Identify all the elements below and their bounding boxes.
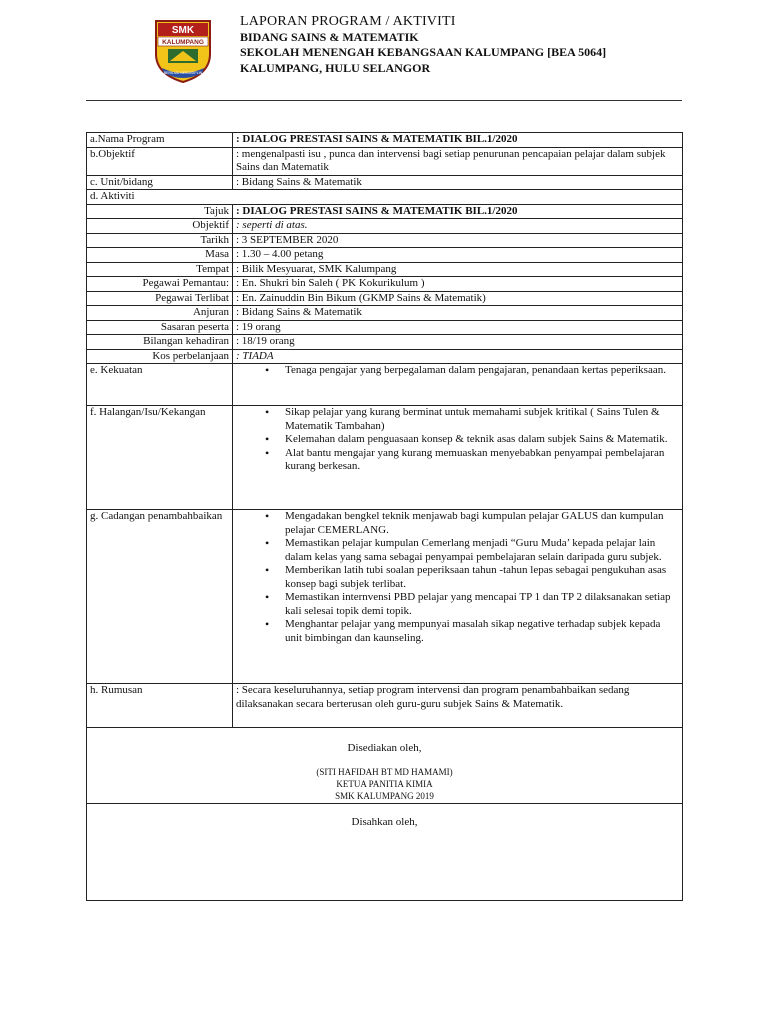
aktiviti-value: : 19 orang [233, 320, 683, 335]
aktiviti-row [87, 277, 683, 292]
value-nama-program: : DIALOG PRESTASI SAINS & MATEMATIK BIL.1/2020 [233, 133, 683, 148]
aktiviti-row [87, 349, 683, 364]
row-halangan [87, 406, 683, 510]
label-objektif: b.Objektif [87, 147, 233, 175]
list-item: • Alat bantu mengajar yang kurang memuaskan menyebabkan penyampai pembelajaran kurang berkesan. [285, 447, 679, 474]
aktiviti-value: : En. Shukri bin Saleh ( PK Kokurikulum ) [233, 277, 683, 292]
value-halangan [233, 406, 683, 510]
school-name: SEKOLAH MENENGAH KEBANGSAAN KALUMPANG [BEA 5064] [240, 45, 607, 59]
aktiviti-value: : 1.30 – 4.00 petang [233, 248, 683, 263]
row-disediakan [87, 728, 683, 804]
aktiviti-value: : Bidang Sains & Matematik [233, 306, 683, 321]
prepared-by-label: Disediakan oleh, [347, 742, 422, 754]
aktiviti-value: : DIALOG PRESTASI SAINS & MATEMATIK BIL.1/2020 [233, 204, 683, 219]
report-table [86, 132, 683, 901]
header-divider [86, 100, 682, 101]
list-item: • Menghantar pelajar yang mempunyai masalah sikap negative terhadap subjek kepada unit bimbingan dan kaunseling. [285, 618, 679, 645]
aktiviti-value: : En. Zainuddin Bin Bikum (GKMP Sains & Matematik) [233, 291, 683, 306]
value-cadangan [233, 510, 683, 684]
aktiviti-value: : seperti di atas. [233, 219, 683, 234]
aktiviti-row [87, 248, 683, 263]
school-address: KALUMPANG, HULU SELANGOR [240, 60, 431, 75]
aktiviti-row [87, 306, 683, 321]
row-unit [87, 175, 683, 190]
list-item: • Mengadakan bengkel teknik menjawab bagi kumpulan pelajar GALUS dan kumpulan pelajar CEMERLANG. [285, 510, 679, 537]
svg-text:SMK: SMK [171, 25, 195, 36]
aktiviti-label: Sasaran peserta [87, 320, 233, 335]
row-rumusan [87, 684, 683, 728]
preparer-name: (SITI HAFIDAH BT MD HAMAMI) [316, 766, 453, 777]
label-halangan: f. Halangan/Isu/Kekangan [87, 406, 233, 510]
row-nama-program [87, 133, 683, 148]
aktiviti-label: Objektif [87, 219, 233, 234]
row-cadangan [87, 510, 683, 684]
aktiviti-row [87, 233, 683, 248]
aktiviti-label: Pegawai Pemantau: [87, 277, 233, 292]
signature-prepared [87, 728, 683, 804]
aktiviti-label: Tempat [87, 262, 233, 277]
list-item: • Memastikan internvensi PBD pelajar yang mencapai TP 1 dan TP 2 dilaksanakan setiap kali selesai topik demi topik. [285, 591, 679, 618]
aktiviti-value: : TIADA [233, 349, 683, 364]
row-aktiviti [87, 190, 683, 205]
label-kekuatan: e. Kekuatan [87, 364, 233, 406]
cadangan-list [236, 510, 679, 645]
aktiviti-label: Kos perbelanjaan [87, 349, 233, 364]
aktiviti-row [87, 219, 683, 234]
department-name: BIDANG SAINS & MATEMATIK [240, 29, 419, 44]
preparer-school: SMK KALUMPANG 2019 [335, 790, 434, 801]
row-objektif [87, 147, 683, 175]
document-header [240, 14, 606, 76]
label-rumusan: h. Rumusan [87, 684, 233, 728]
aktiviti-row [87, 291, 683, 306]
value-objektif: : mengenalpasti isu , punca dan intervensi bagi setiap penurunan pencapaian pelajar dalam subjek Sains dan Matematik [233, 147, 683, 175]
aktiviti-value: : 3 SEPTEMBER 2020 [233, 233, 683, 248]
preparer-position: KETUA PANITIA KIMIA [336, 778, 433, 789]
value-kekuatan [233, 364, 683, 406]
label-unit: c. Unit/bidang [87, 175, 233, 190]
label-nama-program: a.Nama Program [87, 133, 233, 148]
list-item: • Memastikan pelajar kumpulan Cemerlang menjadi “Guru Muda’ kepada pelajar lain dalam kelas yang sama sebagai penyampai pembelajaran selain daripada guru subjek. [285, 537, 679, 564]
value-rumusan: : Secara keseluruhannya, setiap program intervensi dan program penambahbaikan sedang dilaksanakan secara berterusan oleh guru-guru subjek Sains & Matematik. [233, 684, 683, 728]
list-item: • Memberikan latih tubi soalan peperiksaan tahun -tahun lepas sebagai pengukuhan asas konsep bagi subjek terlibat. [285, 564, 679, 591]
row-disahkan [87, 804, 683, 901]
aktiviti-label: Masa [87, 248, 233, 263]
label-cadangan: g. Cadangan penambahbaikan [87, 510, 233, 684]
signature-approved [87, 804, 683, 901]
svg-text:KALUMPANG: KALUMPANG [162, 39, 204, 46]
school-logo [152, 18, 214, 84]
aktiviti-row [87, 262, 683, 277]
list-item: • Kelemahan dalam penguasaan konsep & teknik asas dalam subjek Sains & Matematik. [285, 433, 679, 447]
halangan-list [236, 406, 679, 474]
aktiviti-value: : Bilik Mesyuarat, SMK Kalumpang [233, 262, 683, 277]
list-item: • Sikap pelajar yang kurang berminat untuk memahami subjek kritikal ( Sains Tulen & Matematik Tambahan) [285, 406, 679, 433]
aktiviti-label: Bilangan kehadiran [87, 335, 233, 350]
value-unit: : Bidang Sains & Matematik [233, 175, 683, 190]
aktiviti-value: : 18/19 orang [233, 335, 683, 350]
aktiviti-label: Tajuk [87, 204, 233, 219]
aktiviti-row [87, 320, 683, 335]
aktiviti-label: Pegawai Terlibat [87, 291, 233, 306]
approved-by-label: Disahkan oleh, [351, 816, 418, 828]
report-title: LAPORAN PROGRAM / AKTIVITI [240, 14, 456, 29]
row-kekuatan [87, 364, 683, 406]
svg-text:BERILMU BERDISIPLIN: BERILMU BERDISIPLIN [163, 71, 203, 75]
list-item: • Tenaga pengajar yang berpegalaman dalam pengajaran, penandaan kertas peperiksaan. [285, 364, 679, 378]
aktiviti-row [87, 204, 683, 219]
aktiviti-row [87, 335, 683, 350]
label-aktiviti: d. Aktiviti [87, 190, 683, 205]
kekuatan-list [236, 364, 679, 378]
aktiviti-label: Tarikh [87, 233, 233, 248]
aktiviti-label: Anjuran [87, 306, 233, 321]
